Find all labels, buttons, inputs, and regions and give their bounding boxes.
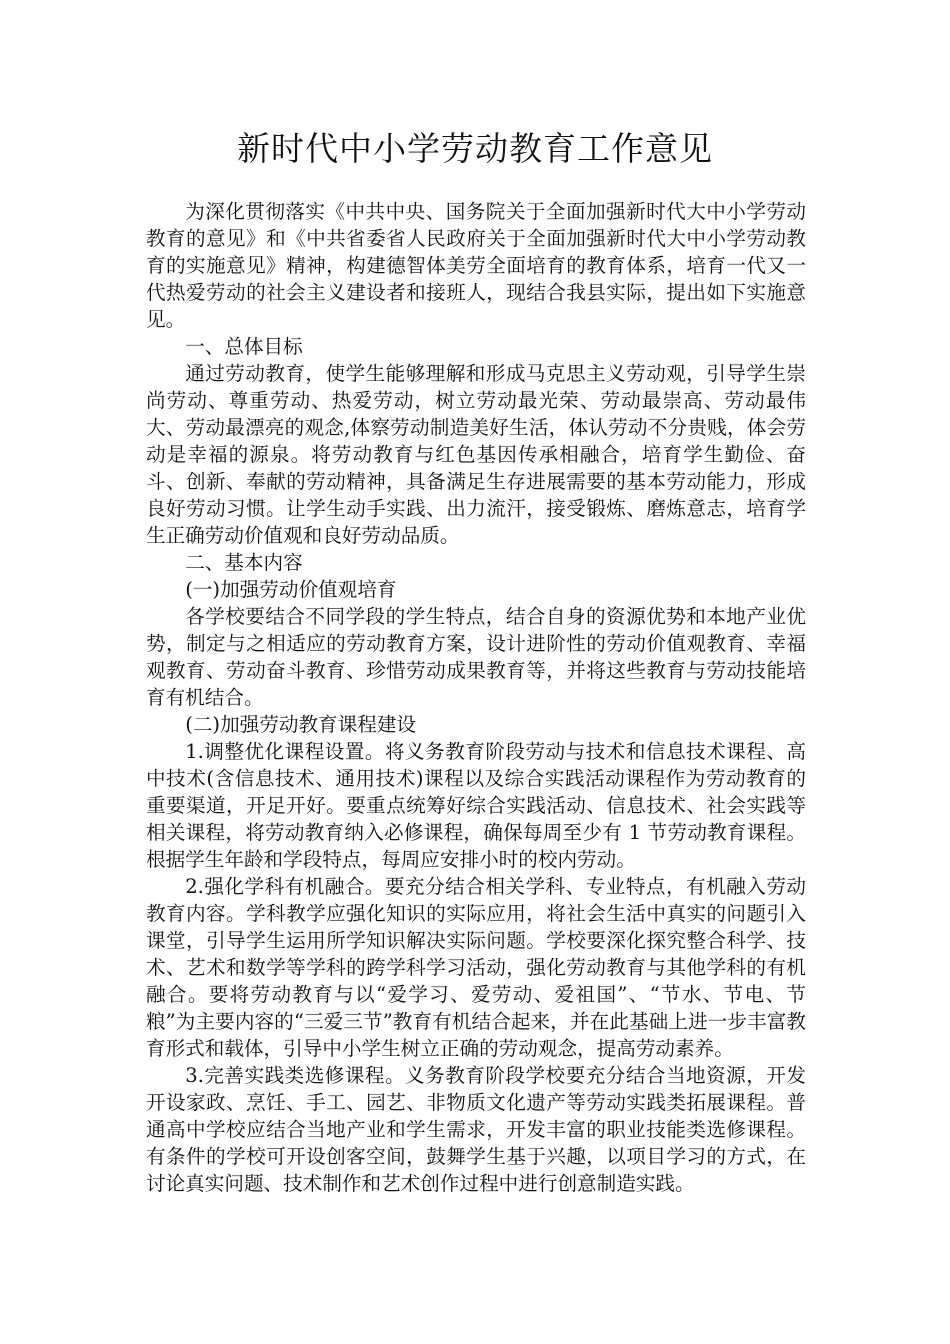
section-heading-basic-content: 二、基本内容 — [185, 551, 303, 574]
document-body — [146, 198, 806, 1197]
labor-values-paragraph: 各学校要结合不同学段的学生特点，结合自身的资源优势和本地产业优势，制定与之相适应的劳动教育方案，设计进阶性的劳动价值观教育、幸福观教育、劳动奋斗教育、珍惜劳动成果教育等，并将这些教育与劳动技能培育有机结合。 — [146, 605, 806, 709]
curriculum-item-1-paragraph: 1.调整优化课程设置。将义务教育阶段劳动与技术和信息技术课程、高中技术(含信息技术、通用技术)课程以及综合实践活动课程作为劳动教育的重要渠道，开足开好。要重点统筹好综合实践活动、信息技术、社会实践等相关课程，将劳动教育纳入必修课程，确保每周至少有 1 节劳动教育课程。根据学生年龄和学段特点，每周应安排小时的校内劳动。 — [146, 740, 806, 871]
curriculum-item-2-paragraph: 2.强化学科有机融合。要充分结合相关学科、专业特点，有机融入劳动教育内容。学科教学应强化知识的实际应用，将社会生活中真实的问题引入课堂，引导学生运用所学知识解决实际问题。学校要深化探究整合科学、技术、艺术和数学等学科的跨学科学习活动，强化劳动教育与其他学科的有机融合。要将劳动教育与以“爱学习、爱劳动、爱祖国”、“节水、节电、节粮”为主要内容的“三爱三节”教育有机结合起来，并在此基础上进一步丰富教育形式和载体，引导中小学生树立正确的劳动观念，提高劳动素养。 — [146, 875, 806, 1060]
intro-paragraph: 为深化贯彻落实《中共中央、国务院关于全面加强新时代大中小学劳动教育的意见》和《中共省委省人民政府关于全面加强新时代大中小学劳动教育的实施意见》精神，构建德智体美劳全面培育的教育体系，培育一代又一代热爱劳动的社会主义建设者和接班人，现结合我县实际，提出如下实施意见。 — [146, 200, 806, 331]
curriculum-item-3-paragraph: 3.完善实践类选修课程。义务教育阶段学校要充分结合当地资源，开发开设家政、烹饪、手工、园艺、非物质文化遗产等劳动实践类拓展课程。普通高中学校应结合当地产业和学生需求，开发丰富的职业技能类选修课程。有条件的学校可开设创客空间，鼓舞学生基于兴趣，以项目学习的方式，在讨论真实问题、技术制作和艺术创作过程中进行创意制造实践。 — [146, 1064, 806, 1195]
subsection-heading-curriculum: (二)加强劳动教育课程建设 — [185, 713, 417, 736]
document-title: 新时代中小学劳动教育工作意见 — [237, 129, 713, 168]
overall-goals-paragraph: 通过劳动教育，使学生能够理解和形成马克思主义劳动观，引导学生崇尚劳动、尊重劳动、热爱劳动，树立劳动最光荣、劳动最崇高、劳动最伟大、劳动最漂亮的观念,体察劳动制造美好生活，体认劳动不分贵贱，体会劳动是幸福的源泉。将劳动教育与红色基因传承相融合，培育学生勤俭、奋斗、创新、奉献的劳动精神，具备满足生存进展需要的基本劳动能力，形成良好劳动习惯。让学生动手实践、出力流汗，接受锻炼、磨炼意志，培育学生正确劳动价值观和良好劳动品质。 — [146, 362, 806, 547]
subsection-heading-labor-values: (一)加强劳动价值观培育 — [185, 578, 397, 601]
section-heading-overall-goals: 一、总体目标 — [185, 335, 303, 358]
